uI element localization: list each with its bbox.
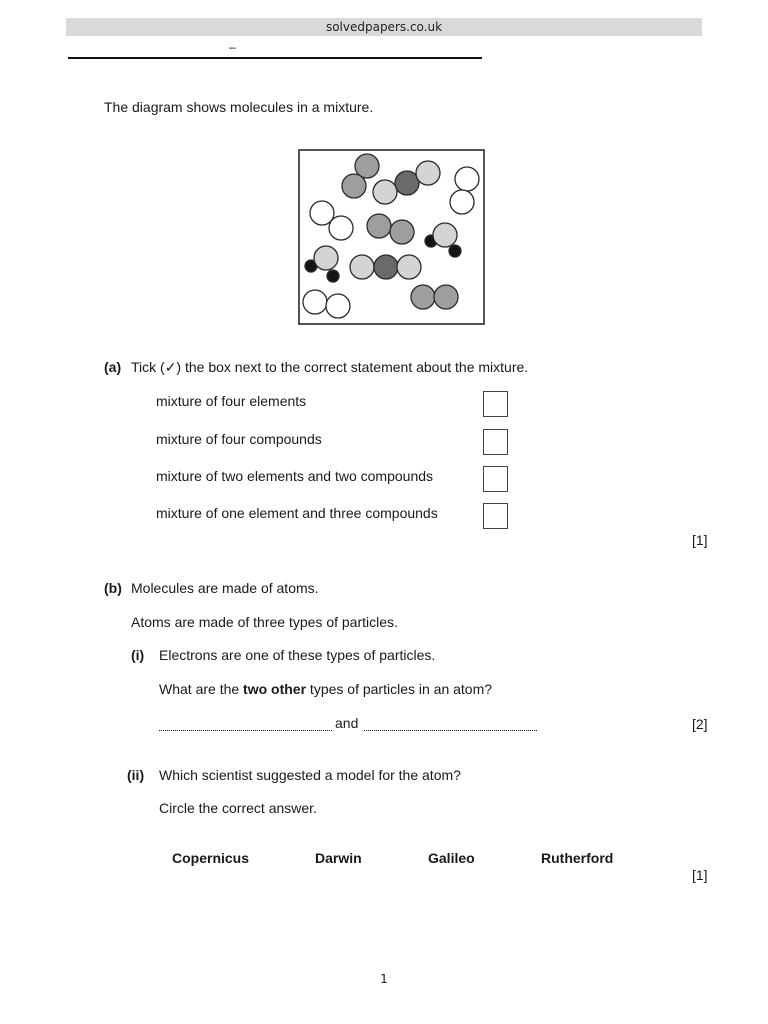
atom-light [397, 255, 421, 279]
atom-white [455, 167, 479, 191]
question-text: types of particles in an atom? [306, 681, 493, 697]
choice-galileo[interactable]: Galileo [428, 850, 475, 866]
atom-white [303, 290, 327, 314]
atom-white [329, 216, 353, 240]
atom-light [314, 246, 338, 270]
part-b-ii-label: (ii) [127, 767, 145, 783]
atom-dark [374, 255, 398, 279]
part-b-ii-question: Which scientist suggested a model for the atom? [159, 767, 461, 783]
part-b-label: (b) [104, 580, 122, 596]
part-a-instruction: Tick (✓) the box next to the correct statement about the mixture. [131, 359, 529, 375]
marks-a: [1] [692, 532, 708, 548]
part-b-i-statement: Electrons are one of these types of particles. [159, 647, 436, 663]
tick-box-four-compounds[interactable] [483, 429, 508, 455]
option-label: mixture of four elements [156, 393, 307, 409]
atom-light [350, 255, 374, 279]
molecules-diagram [298, 149, 486, 327]
tick-box-four-elements[interactable] [483, 391, 508, 417]
choice-rutherford[interactable]: Rutherford [541, 850, 614, 866]
tick-box-one-element-three-compounds[interactable] [483, 503, 508, 529]
part-b-i-question [159, 681, 492, 698]
part-b-line1: Molecules are made of atoms. [131, 580, 319, 596]
atom-light [416, 161, 440, 185]
choice-copernicus[interactable]: Copernicus [172, 850, 250, 866]
question-text: What are the [159, 681, 244, 697]
part-b-i-label: (i) [131, 647, 145, 663]
atom-dark [395, 171, 419, 195]
atom-light [373, 180, 397, 204]
atom-black [449, 245, 461, 257]
option-label: mixture of one element and three compounds [156, 505, 438, 521]
question-emphasis: two other [243, 681, 307, 697]
answer-line-2[interactable] [364, 730, 537, 731]
page-number: 1 [380, 972, 388, 986]
atom-mid [390, 220, 414, 244]
header-rule [68, 57, 482, 59]
atom-mid [411, 285, 435, 309]
atom-white [450, 190, 474, 214]
part-b-ii-instruction: Circle the correct answer. [159, 800, 317, 816]
header-dash: – [229, 40, 236, 54]
intro-text: The diagram shows molecules in a mixture. [104, 99, 374, 115]
site-banner: solvedpapers.co.uk [66, 18, 702, 36]
answer-line-1[interactable] [159, 730, 332, 731]
marks-b-i: [2] [692, 716, 708, 732]
atom-mid [367, 214, 391, 238]
part-b-line2: Atoms are made of three types of particles. [131, 614, 398, 630]
marks-b-ii: [1] [692, 867, 708, 883]
atom-white [326, 294, 350, 318]
atom-mid [434, 285, 458, 309]
and-text: and [335, 715, 359, 731]
option-label: mixture of four compounds [156, 431, 322, 447]
tick-box-two-elements-two-compounds[interactable] [483, 466, 508, 492]
atom-mid [342, 174, 366, 198]
atom-light [433, 223, 457, 247]
choice-darwin[interactable]: Darwin [315, 850, 362, 866]
part-a-label: (a) [104, 359, 122, 375]
option-label: mixture of two elements and two compounds [156, 468, 434, 484]
atom-black [327, 270, 339, 282]
